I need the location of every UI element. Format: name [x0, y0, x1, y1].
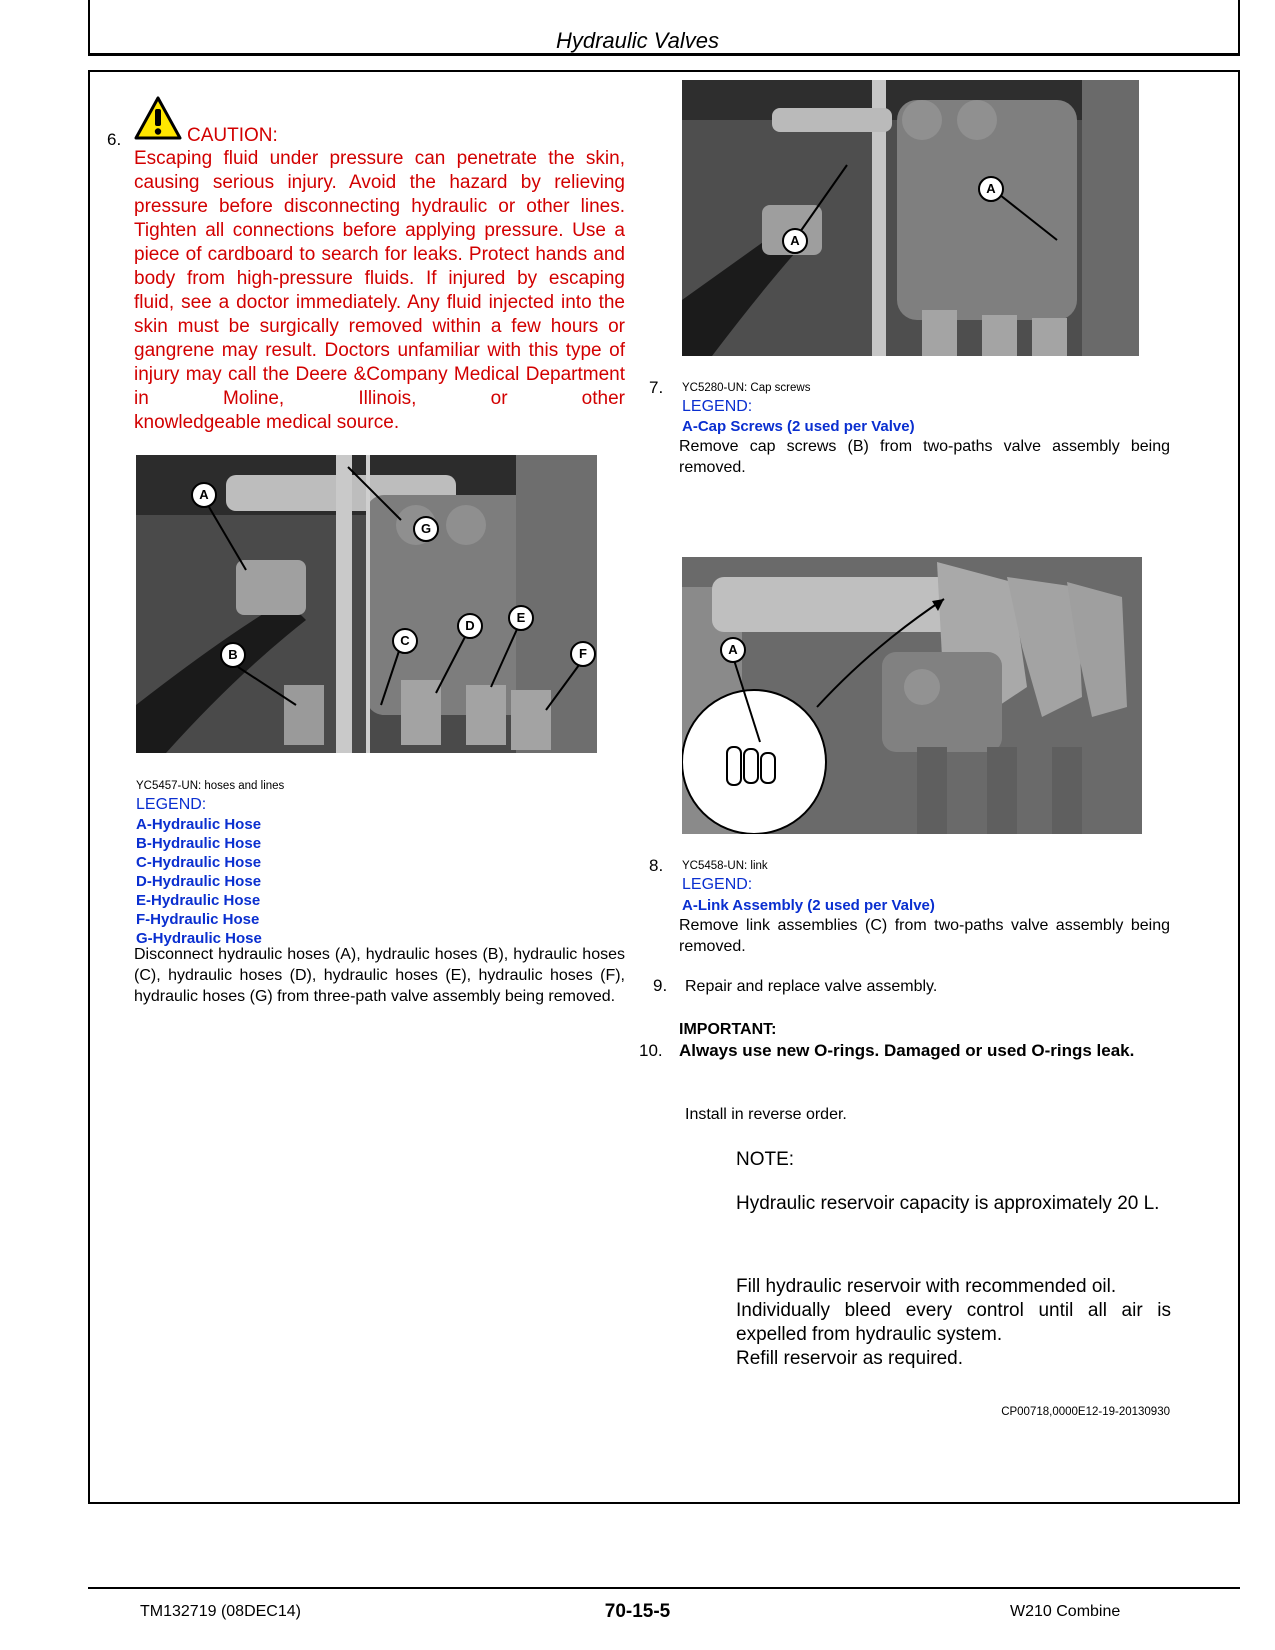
callout-a: A: [978, 176, 1004, 202]
footer-manual-id: TM132719 (08DEC14): [140, 1603, 301, 1620]
caution-body-last: knowledgeable medical source.: [134, 412, 400, 433]
photo-link: [682, 557, 1142, 834]
caution-text: [134, 147, 625, 435]
step-7-instruction: Remove cap screws (B) from two-paths valve assembly being removed.: [679, 438, 1170, 476]
callout-c: C: [392, 628, 418, 654]
footer-page-number: 70-15-5: [604, 1601, 671, 1622]
fill-instructions: [736, 1275, 1171, 1371]
fill-line: Individually bleed every control until all air is expelled from hydraulic system.: [736, 1300, 1171, 1345]
legend-item: F-Hydraulic Hose: [136, 911, 260, 928]
legend-item: E-Hydraulic Hose: [136, 892, 261, 909]
document-id: CP00718,0000E12-19-20130930: [1001, 1406, 1170, 1418]
step-7-number: 7.: [649, 378, 664, 397]
footer-rule: [88, 1587, 1240, 1589]
legend-item: A-Link Assembly (2 used per Valve): [682, 897, 935, 914]
note-label: NOTE:: [736, 1149, 795, 1170]
step-6-instruction: Disconnect hydraulic hoses (A), hydraulic hoses (B), hydraulic hoses (C), hydraulic hoses (D), hydraulic hoses (E), hydraulic hoses (F), hydraulic hoses (G) from three-path valve assembly being removed.: [134, 946, 625, 1005]
callout-g: G: [413, 516, 439, 542]
legend-item: C-Hydraulic Hose: [136, 854, 262, 871]
step-8-number: 8.: [649, 856, 664, 875]
photo-cap-screws: [682, 80, 1139, 356]
important-label: IMPORTANT:: [679, 1021, 777, 1038]
legend-item: A-Cap Screws (2 used per Valve): [682, 418, 915, 435]
callout-f: F: [570, 641, 596, 667]
install-text: Install in reverse order.: [685, 1106, 847, 1123]
figure-caption-yc5458: YC5458-UN: link: [682, 860, 768, 872]
legend-item: A-Hydraulic Hose: [136, 816, 262, 833]
photo-hoses-and-lines: [136, 455, 597, 753]
callout-a: A: [782, 228, 808, 254]
legend-label: LEGEND:: [682, 398, 753, 415]
figure-caption-yc5457: YC5457-UN: hoses and lines: [136, 780, 285, 792]
callout-a: A: [720, 637, 746, 663]
legend-item: B-Hydraulic Hose: [136, 835, 262, 852]
fill-line: Fill hydraulic reservoir with recommended oil.: [736, 1276, 1117, 1297]
page-title: Hydraulic Valves: [555, 28, 720, 53]
fill-line: Refill reservoir as required.: [736, 1348, 964, 1369]
caution-label: CAUTION:: [187, 125, 278, 146]
caution-body: Escaping fluid under pressure can penetrate the skin, causing serious injury. Avoid the hazard by relieving pressure before disconnecting hydraulic or other lines. Tighten all connections before applying pressure. Use a piece of cardboard to search for leaks. Protect hands and body from high-pressure fluids. If injured by escaping fluid, see a doctor immediately. Any fluid injected into the skin must be surgically removed within a few hours or gangrene may result. Doctors unfamiliar with this type of injury may call the Deere &Company Medical Department in Moline, Illinois, or other: [134, 148, 625, 409]
warning-triangle-icon: [134, 96, 182, 145]
note-text: Hydraulic reservoir capacity is approximately 20 L.: [736, 1193, 1160, 1214]
callout-e: E: [508, 605, 534, 631]
callout-a: A: [191, 482, 217, 508]
callout-b: B: [220, 642, 246, 668]
legend-item: D-Hydraulic Hose: [136, 873, 262, 890]
figure-caption-yc5280: YC5280-UN: Cap screws: [682, 382, 811, 394]
step-9-number: 9.: [653, 976, 668, 995]
important-text: Always use new O-rings. Damaged or used O-rings leak.: [679, 1041, 1135, 1060]
footer-product: W210 Combine: [1010, 1603, 1121, 1620]
step-6-number: 6.: [107, 130, 122, 149]
step-8-instruction: Remove link assemblies (C) from two-paths valve assembly being removed.: [679, 917, 1170, 955]
step-9-text: Repair and replace valve assembly.: [685, 978, 938, 995]
legend-label: LEGEND:: [136, 796, 207, 813]
callout-d: D: [457, 613, 483, 639]
legend-list: [136, 815, 262, 948]
legend-item: G-Hydraulic Hose: [136, 930, 262, 947]
legend-label: LEGEND:: [682, 876, 753, 893]
step-10-number: 10.: [639, 1041, 663, 1060]
